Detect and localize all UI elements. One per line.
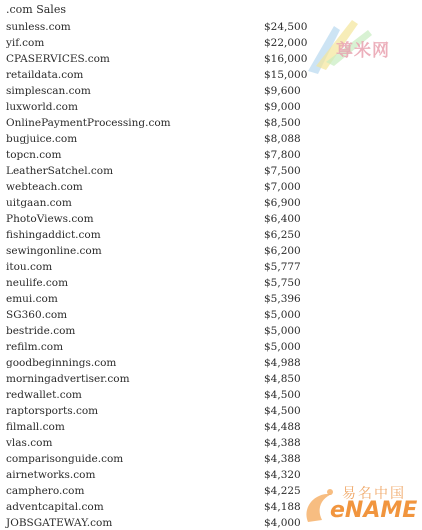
sale-price: $4,388 bbox=[264, 437, 301, 449]
sale-row bbox=[6, 115, 416, 131]
sale-row bbox=[6, 451, 416, 467]
watermark-text-bottom-cn: 易名中国 bbox=[342, 486, 406, 502]
sale-price: $8,500 bbox=[264, 117, 301, 129]
sale-domain: CPASERVICES.com bbox=[6, 53, 110, 65]
sale-price: $4,488 bbox=[264, 421, 301, 433]
sale-price: $9,600 bbox=[264, 85, 301, 97]
sale-domain: filmall.com bbox=[6, 421, 65, 433]
sale-row bbox=[6, 211, 416, 227]
sale-row bbox=[6, 99, 416, 115]
sale-price: $4,000 bbox=[264, 517, 301, 529]
sale-price: $15,000 bbox=[264, 69, 308, 81]
sale-row bbox=[6, 435, 416, 451]
sale-domain: comparisonguide.com bbox=[6, 453, 124, 465]
sale-price: $16,000 bbox=[264, 53, 308, 65]
sale-domain: vlas.com bbox=[6, 437, 53, 449]
sale-row bbox=[6, 307, 416, 323]
sale-domain: neulife.com bbox=[6, 277, 69, 289]
sale-domain: morningadvertiser.com bbox=[6, 373, 130, 385]
sale-domain: sewingonline.com bbox=[6, 245, 102, 257]
watermark-text-bottom-en: eNAME bbox=[330, 498, 418, 523]
sale-domain: topcn.com bbox=[6, 149, 62, 161]
sale-price: $4,500 bbox=[264, 405, 301, 417]
watermark-logo-top bbox=[306, 16, 416, 86]
sales-list bbox=[6, 19, 416, 530]
sale-price: $5,000 bbox=[264, 325, 301, 337]
sale-price: $7,800 bbox=[264, 149, 301, 161]
sale-domain: retaildata.com bbox=[6, 69, 84, 81]
sale-row bbox=[6, 163, 416, 179]
sale-domain: goodbeginnings.com bbox=[6, 357, 117, 369]
sale-row bbox=[6, 179, 416, 195]
sale-domain: redwallet.com bbox=[6, 389, 82, 401]
sale-price: $5,000 bbox=[264, 309, 301, 321]
sale-price: $4,188 bbox=[264, 501, 301, 513]
sale-domain: airnetworks.com bbox=[6, 469, 96, 481]
sale-domain: adventcapital.com bbox=[6, 501, 104, 513]
sale-domain: bugjuice.com bbox=[6, 133, 78, 145]
sale-domain: yif.com bbox=[6, 37, 45, 49]
sale-domain: uitgaan.com bbox=[6, 197, 72, 209]
sale-price: $6,400 bbox=[264, 213, 301, 225]
sale-price: $4,500 bbox=[264, 389, 301, 401]
sale-price: $4,388 bbox=[264, 453, 301, 465]
sale-price: $5,777 bbox=[264, 261, 301, 273]
sale-row bbox=[6, 291, 416, 307]
sale-domain: JOBSGATEWAY.com bbox=[6, 517, 113, 529]
sale-price: $8,088 bbox=[264, 133, 301, 145]
sale-domain: bestride.com bbox=[6, 325, 76, 337]
sale-price: $5,396 bbox=[264, 293, 301, 305]
sale-domain: emui.com bbox=[6, 293, 58, 305]
sale-row bbox=[6, 387, 416, 403]
sale-row bbox=[6, 227, 416, 243]
sale-price: $5,750 bbox=[264, 277, 301, 289]
sale-price: $6,200 bbox=[264, 245, 301, 257]
sale-price: $7,500 bbox=[264, 165, 301, 177]
sale-price: $4,320 bbox=[264, 469, 301, 481]
watermark-logo-bottom bbox=[300, 478, 420, 528]
sale-domain: raptorsports.com bbox=[6, 405, 99, 417]
sale-domain: SG360.com bbox=[6, 309, 68, 321]
sale-price: $22,000 bbox=[264, 37, 308, 49]
sale-row bbox=[6, 323, 416, 339]
sale-domain: simplescan.com bbox=[6, 85, 91, 97]
watermark-text-top: 尊米网 bbox=[336, 41, 390, 61]
sale-domain: fishingaddict.com bbox=[6, 229, 101, 241]
sale-price: $9,000 bbox=[264, 101, 301, 113]
sale-domain: webteach.com bbox=[6, 181, 83, 193]
sale-row bbox=[6, 259, 416, 275]
sale-row bbox=[6, 419, 416, 435]
sale-price: $7,000 bbox=[264, 181, 301, 193]
sale-price: $4,850 bbox=[264, 373, 301, 385]
sale-domain: refilm.com bbox=[6, 341, 64, 353]
sale-price: $4,988 bbox=[264, 357, 301, 369]
page-title: .com Sales bbox=[6, 3, 66, 16]
sale-row bbox=[6, 371, 416, 387]
sale-domain: luxworld.com bbox=[6, 101, 78, 113]
sale-price: $5,000 bbox=[264, 341, 301, 353]
sale-row bbox=[6, 131, 416, 147]
sale-row bbox=[6, 195, 416, 211]
sale-domain: PhotoViews.com bbox=[6, 213, 94, 225]
sale-row bbox=[6, 403, 416, 419]
sale-domain: camphero.com bbox=[6, 485, 85, 497]
sale-row bbox=[6, 339, 416, 355]
sale-domain: itou.com bbox=[6, 261, 53, 273]
sale-domain: OnlinePaymentProcessing.com bbox=[6, 117, 171, 129]
sale-domain: LeatherSatchel.com bbox=[6, 165, 114, 177]
sale-price: $6,250 bbox=[264, 229, 301, 241]
sale-price: $24,500 bbox=[264, 21, 308, 33]
sale-row bbox=[6, 147, 416, 163]
sale-price: $6,900 bbox=[264, 197, 301, 209]
sale-row bbox=[6, 275, 416, 291]
sale-row bbox=[6, 243, 416, 259]
sale-row bbox=[6, 355, 416, 371]
sale-price: $4,225 bbox=[264, 485, 301, 497]
sale-domain: sunless.com bbox=[6, 21, 71, 33]
